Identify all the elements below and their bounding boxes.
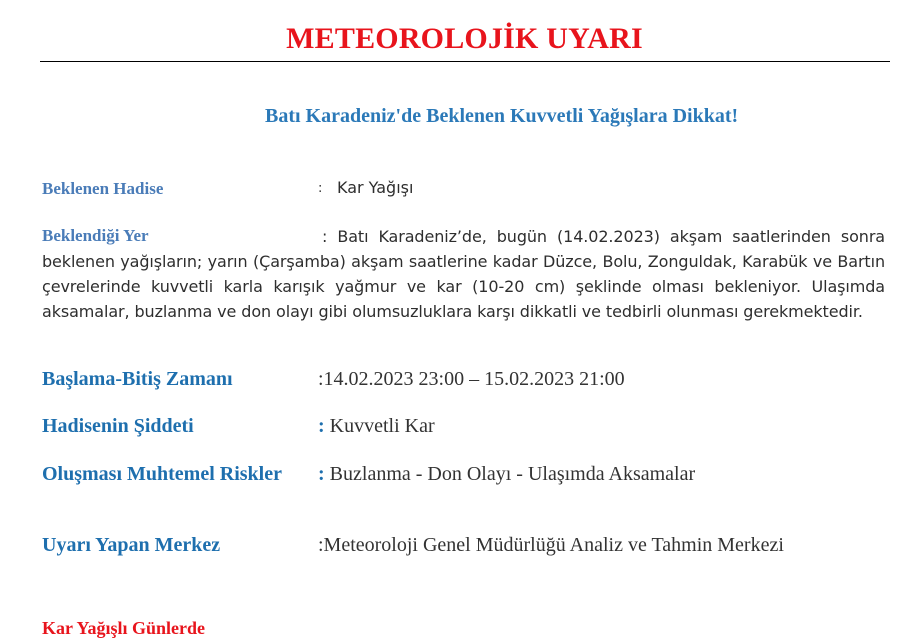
expected-place-value: : Batı Karadeniz’de, bugün (14.02.2023) akşam saatlerinden sonra beklenen yağışların; yarın (Çarşamba) akşam saatlerine kadar Düzce, Bolu, Zonguldak, Karabük ve Bartın çevrelerinde kuvvetli karla karışık yağmur ve kar (10-20 cm) şeklinde olması bekleniyor. Ulaşımda aksamalar, buzlanma ve don olayı gibi olumsuzluklara karşı dikkatli ve tedbirli olunması gerekmektedir. bbox=[42, 227, 885, 321]
page-title: METEOROLOJİK UYARI bbox=[286, 22, 643, 55]
risks-label: Oluşması Muhtemel Riskler bbox=[42, 463, 282, 485]
severity-value: Kuvvetli Kar bbox=[324, 415, 435, 437]
risks-colon: : bbox=[318, 463, 325, 485]
title-divider bbox=[40, 61, 890, 62]
risks-value-row bbox=[318, 463, 695, 486]
warning-subtitle: Batı Karadeniz'de Beklenen Kuvvetli Yağışlara Dikkat! bbox=[265, 105, 739, 127]
severity-colon: : bbox=[318, 415, 325, 437]
severity-label: Hadisenin Şiddeti bbox=[42, 415, 194, 437]
issuer-value: :Meteoroloji Genel Müdürlüğü Analiz ve Tahmin Merkezi bbox=[318, 534, 784, 556]
issuer-label: Uyarı Yapan Merkez bbox=[42, 534, 221, 556]
expected-place-paragraph bbox=[42, 224, 885, 324]
expected-event-label: Beklenen Hadise bbox=[42, 179, 164, 198]
expected-event-colon: : bbox=[318, 181, 323, 196]
expected-place-label: Beklendiği Yer bbox=[42, 226, 149, 245]
start-end-label: Başlama-Bitiş Zamanı bbox=[42, 368, 233, 390]
risks-value: Buzlanma - Don Olayı - Ulaşımda Aksamalar bbox=[324, 463, 696, 485]
start-end-value: :14.02.2023 23:00 – 15.02.2023 21:00 bbox=[318, 368, 625, 390]
expected-event-value: Kar Yağışı bbox=[337, 178, 414, 197]
footer-heading: Kar Yağışlı Günlerde bbox=[42, 618, 206, 638]
severity-value-row bbox=[318, 415, 435, 438]
